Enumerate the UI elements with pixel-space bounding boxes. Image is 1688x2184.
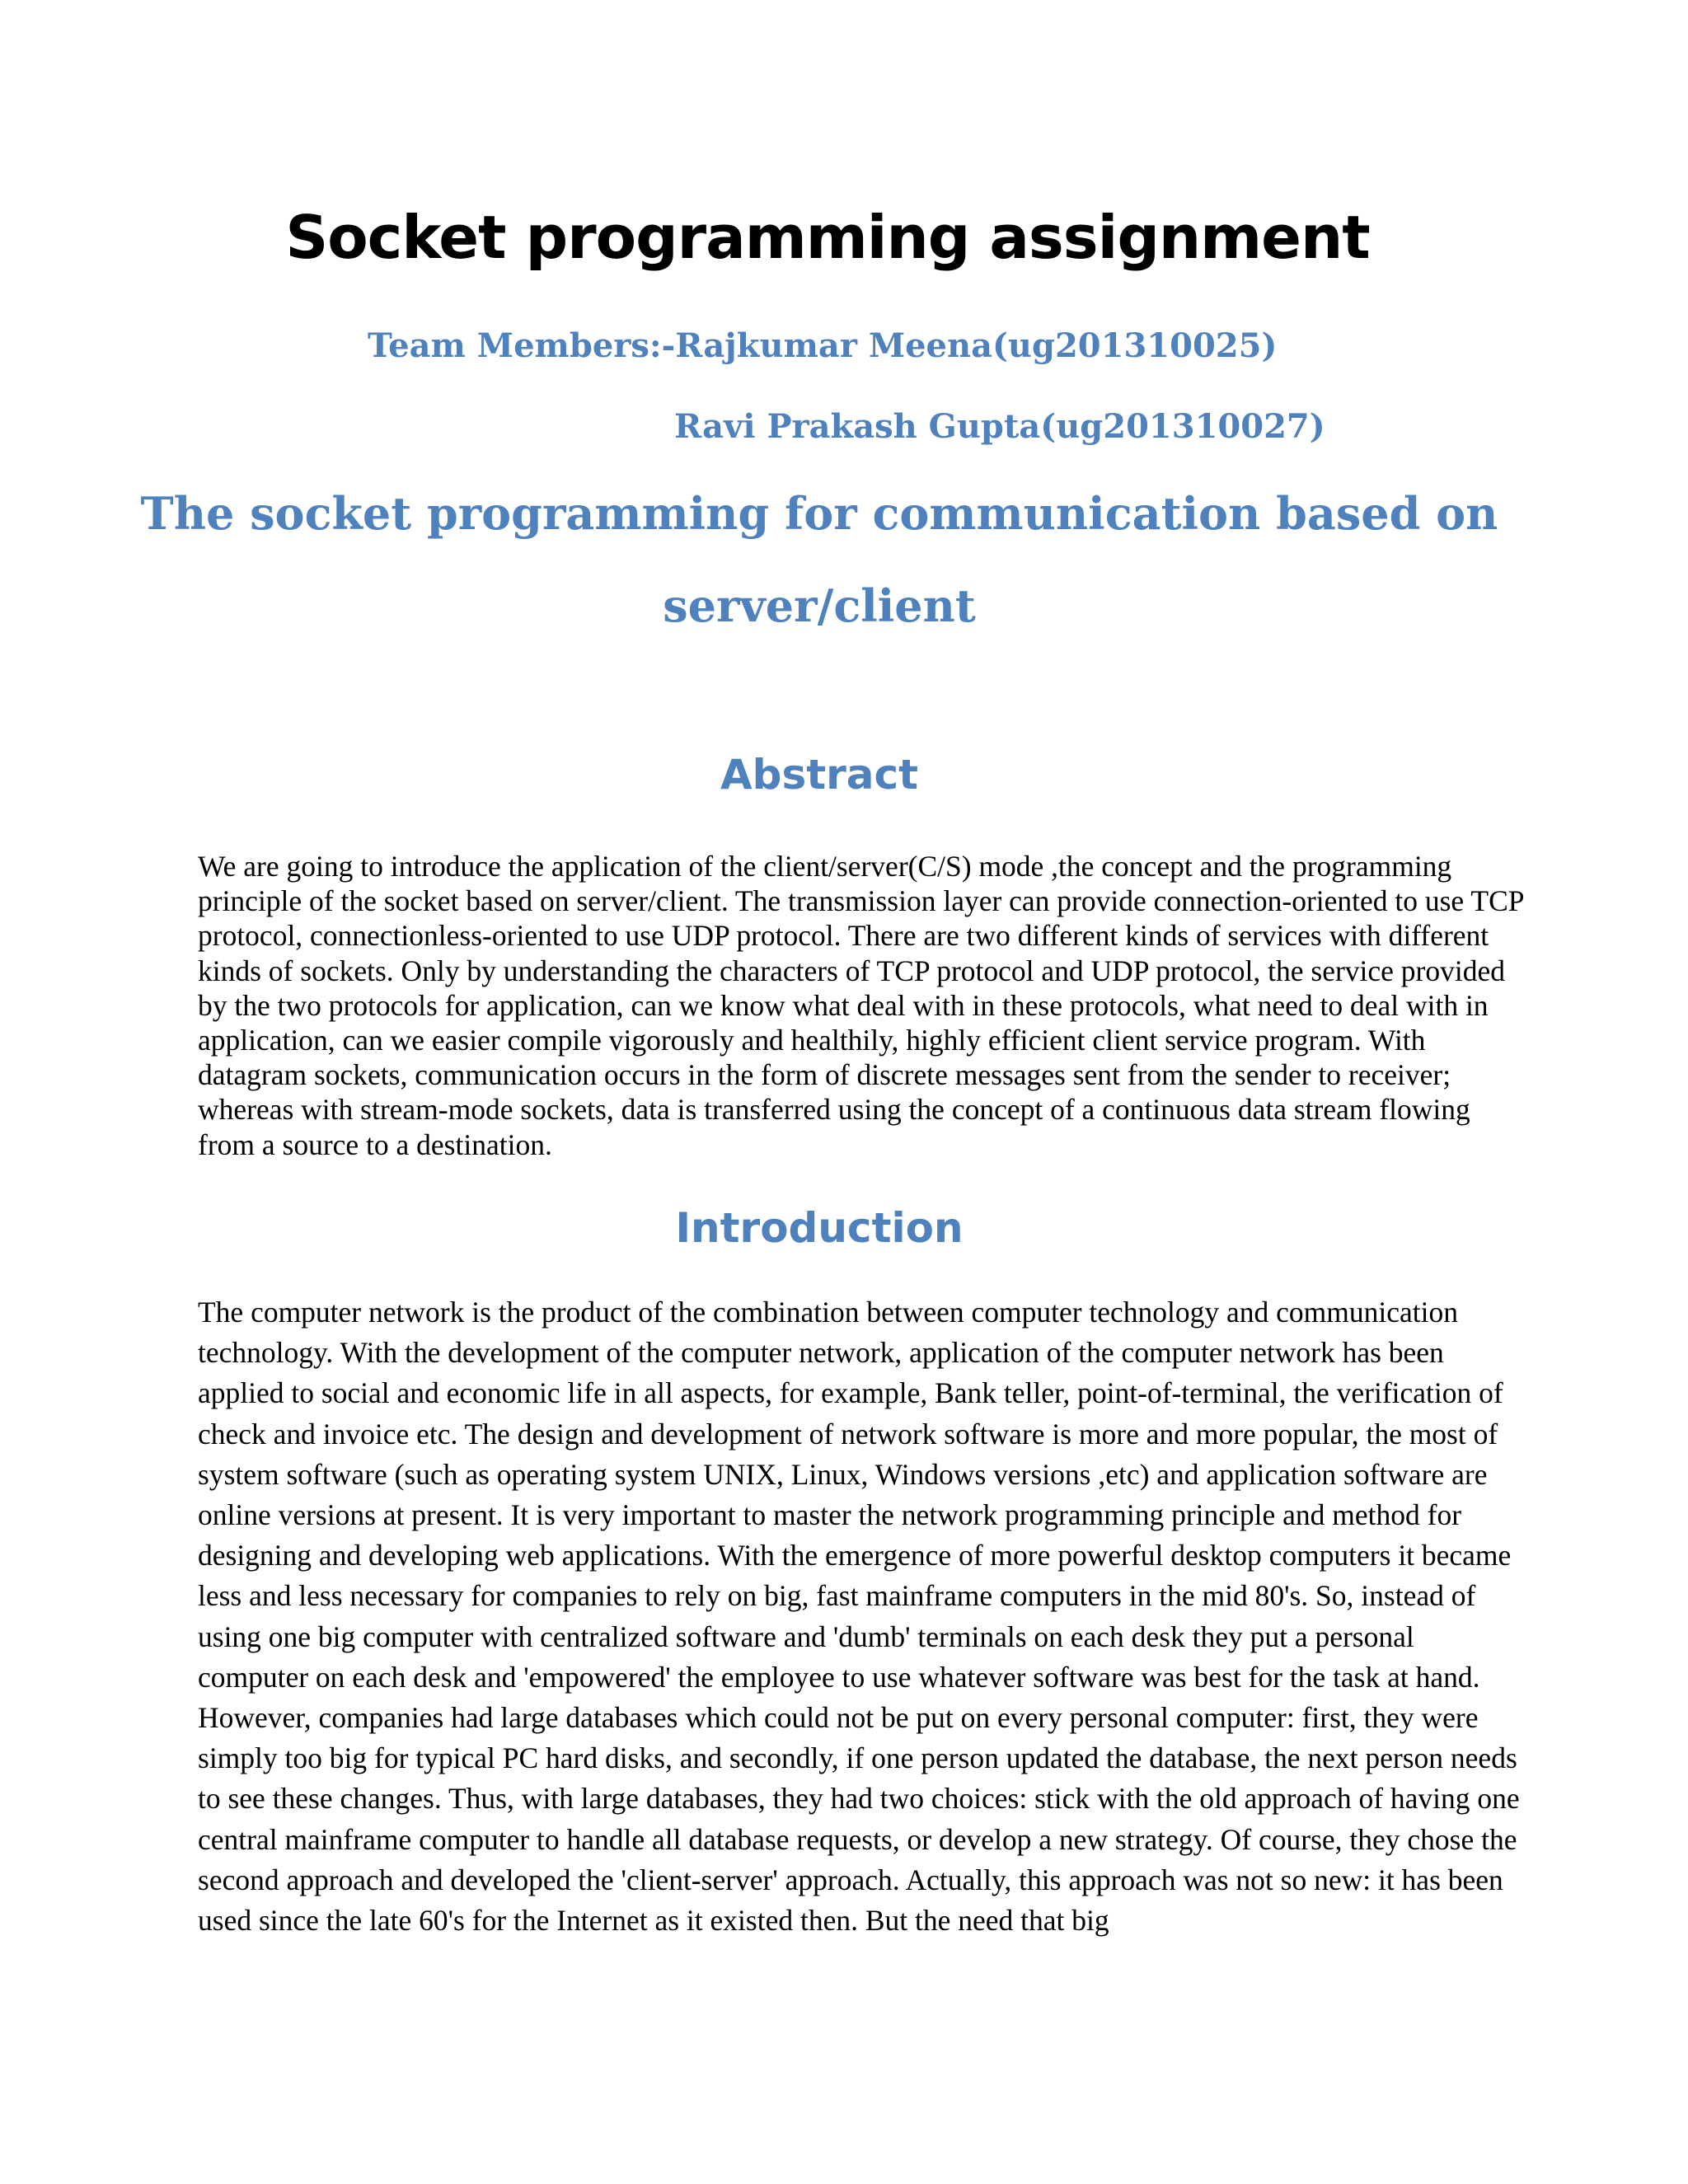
introduction-paragraph: The computer network is the product of the combination between computer technology and communication technology. With the development of the computer network, application of the computer network has been applied to social and economic life in all aspects, for example, Bank teller, point-of-terminal, the verification of check and invoice etc. The design and development of network software is more and more popular, the most of system software (such as operating system UNIX, Linux, Windows versions ,etc) and application software are online versions at present. It is very important to master the network programming principle and method for designing and developing web applications. With the emergence of more powerful desktop computers it became less and less necessary for companies to rely on big, fast mainframe computers in the mid 80's. So, instead of using one big computer with centralized software and 'dumb' terminals on each desk they put a personal computer on each desk and 'empowered' the employee to use whatever software was best for the task at hand. However, companies had large databases which could not be put on every personal computer: first, they were simply too big for typical PC hard disks, and secondly, if one person updated the database, the next person needs to see these changes. Thus, with large databases, they had two choices: stick with the old approach of having one central mainframe computer to handle all database requests, or develop a new strategy. Of course, they chose the second approach and developed the 'client-server' approach. Actually, this approach was not so new: it has been used since the late 60's for the Internet as it existed then. But the need that big [198, 1296, 1520, 1938]
document-title: Socket programming assignment [285, 203, 1370, 272]
team-member-line-1: Team Members:-Rajkumar Meena(ug201310025) [368, 326, 1278, 365]
team-member-line-2: Ravi Prakash Gupta(ug201310027) [674, 407, 1325, 446]
introduction-heading: Introduction [675, 1204, 964, 1252]
abstract-heading: Abstract [720, 751, 919, 799]
abstract-paragraph: We are going to introduce the application of the client/server(C/S) mode ,the concept and the programming principle of the socket based on server/client. The transmission layer can provide connection-oriented to use TCP protocol, connectionless-oriented to use UDP protocol. There are two different kinds of services with different kinds of sockets. Only by understanding the characters of TCP protocol and UDP protocol, the service provided by the two protocols for application, can we know what deal with in these protocols, what need to deal with in application, can we easier compile vigorously and healthily, highly efficient client service program. With datagram sockets, communication occurs in the form of discrete messages sent from the sender to receiver; whereas with stream-mode sockets, data is transferred using the concept of a continuous data stream flowing from a source to a destination. [198, 850, 1524, 1161]
document-subtitle: The socket programming for communication based on server/client [140, 487, 1498, 632]
